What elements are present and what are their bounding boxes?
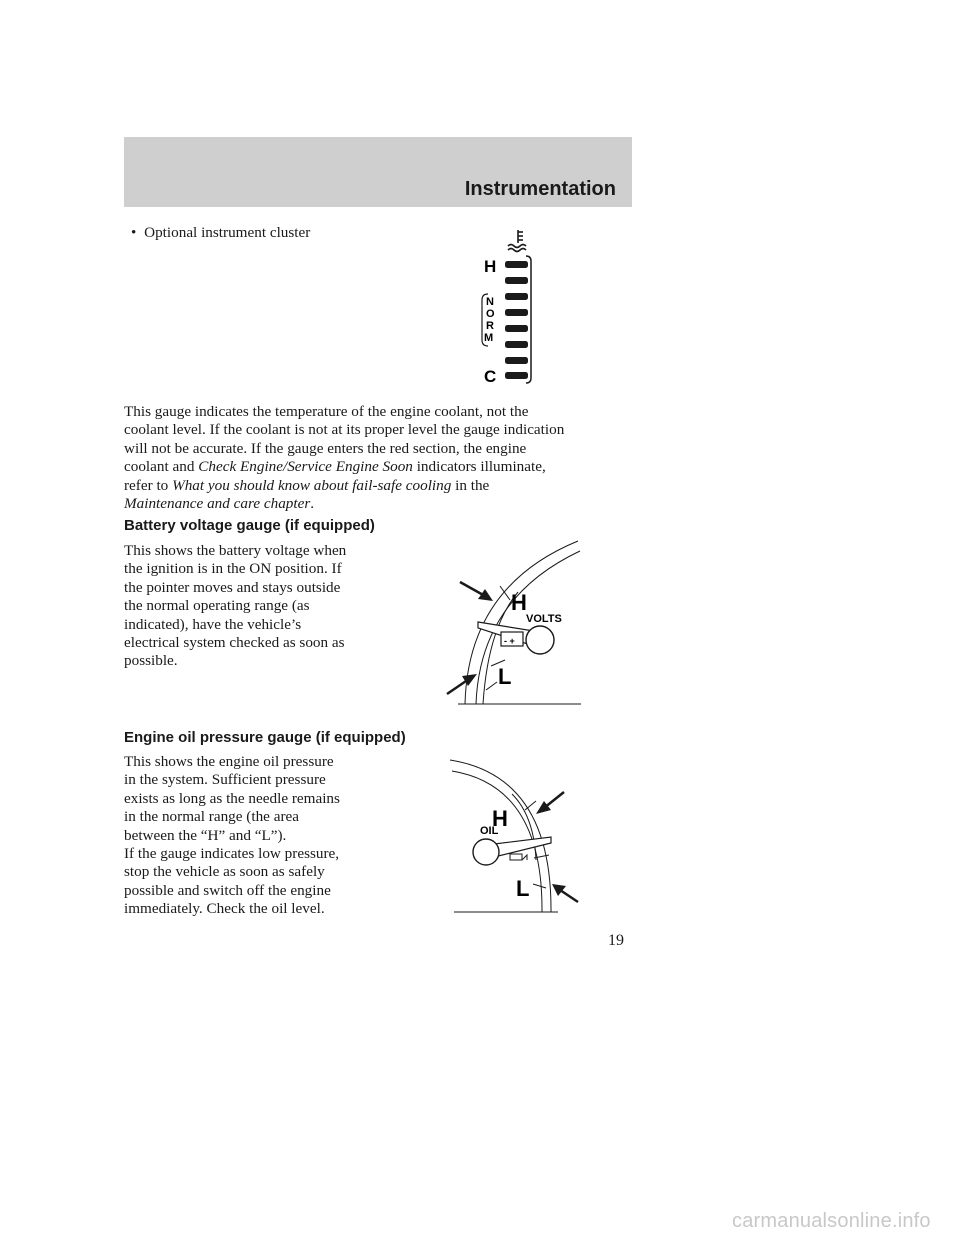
coolant-line-5-text: refer to xyxy=(124,476,173,494)
volts-gauge-name: VOLTS xyxy=(526,613,562,625)
coolant-temperature-icon xyxy=(508,230,526,252)
bullet-text: Optional instrument cluster xyxy=(144,224,311,241)
coolant-line-6-end: . xyxy=(310,495,315,513)
arrow-icon xyxy=(536,792,564,814)
battery-line-6: electrical system checked as soon as xyxy=(124,634,345,652)
coolant-temperature-gauge xyxy=(470,224,550,390)
coolant-h-label: H xyxy=(484,257,497,276)
oil-paragraph-2 xyxy=(124,845,394,919)
oil-p1-line-2: in the system. Sufficient pressure xyxy=(124,771,326,789)
oil-pressure-gauge xyxy=(448,756,596,918)
oil-gauge-name: OIL xyxy=(480,825,499,837)
indicator-name-italic: Check Engine/Service Engine Soon xyxy=(198,458,413,476)
oil-p2-line-3: possible and switch off the engine xyxy=(124,881,331,899)
coolant-norm-n: N xyxy=(486,296,494,308)
battery-line-7: possible. xyxy=(124,652,178,670)
arrow-icon xyxy=(447,674,477,694)
coolant-line-1: This gauge indicates the temperature of the engine coolant, not the xyxy=(124,403,529,420)
battery-line-3: the pointer moves and stays outside xyxy=(124,578,341,596)
oil-can-icon xyxy=(510,854,527,860)
battery-line-4: the normal operating range (as xyxy=(124,597,310,615)
oil-p2-line-4: immediately. Check the oil level. xyxy=(124,900,325,918)
coolant-line-6 xyxy=(124,495,644,513)
oil-h-label: H xyxy=(492,806,508,831)
coolant-line-5-end: in the xyxy=(451,476,490,494)
cross-reference-italic: What you should know about fail-safe cooling xyxy=(172,476,452,494)
oil-p2-line-1: If the gauge indicates low pressure, xyxy=(124,845,340,862)
oil-gauge-needle xyxy=(473,837,551,865)
volts-h-label: H xyxy=(511,590,527,615)
oil-p1-line-5: between the “H” and “L”). xyxy=(124,826,287,844)
battery-line-5: indicated), have the vehicle’s xyxy=(124,615,302,633)
section-header-band xyxy=(124,137,632,207)
arrow-icon xyxy=(460,582,493,601)
volts-l-label: L xyxy=(498,664,512,689)
oil-p1-line-3: exists as long as the needle remains xyxy=(124,789,340,807)
battery-line-2: the ignition is in the ON position. If xyxy=(124,560,342,578)
oil-p2-line-2: stop the vehicle as soon as safely xyxy=(124,863,325,881)
battery-icon xyxy=(501,632,523,646)
battery-paragraph xyxy=(124,542,394,671)
coolant-line-4-end: indicators illuminate, xyxy=(412,458,546,476)
coolant-norm-m: M xyxy=(484,332,494,344)
oil-p1-line-4: in the normal range (the area xyxy=(124,808,299,826)
battery-line-1: This shows the battery voltage when xyxy=(124,542,347,559)
watermark-text: carmanualsonline.info xyxy=(732,1210,931,1232)
oil-p1-line-1: This shows the engine oil pressure xyxy=(124,753,334,770)
battery-polarity-symbol: - + xyxy=(504,636,515,646)
coolant-norm-o: O xyxy=(486,308,495,320)
coolant-paragraph xyxy=(124,403,644,513)
battery-gauge-heading: Battery voltage gauge (if equipped) xyxy=(124,517,375,534)
coolant-line-2: coolant level. If the coolant is not at its proper level the gauge indication xyxy=(124,421,565,439)
oil-paragraph-1 xyxy=(124,753,394,845)
coolant-line-4-text: coolant and xyxy=(124,458,199,476)
coolant-line-4 xyxy=(124,458,644,476)
bullet-item xyxy=(131,224,310,242)
arrow-icon xyxy=(552,884,578,902)
chapter-reference-italic: Maintenance and care chapter xyxy=(124,495,311,513)
page-number: 19 xyxy=(608,932,624,949)
coolant-line-5 xyxy=(124,477,644,495)
coolant-c-label: C xyxy=(484,367,497,386)
section-title: Instrumentation xyxy=(464,178,616,200)
oil-gauge-heading: Engine oil pressure gauge (if equipped) xyxy=(124,729,406,746)
coolant-line-3: will not be accurate. If the gauge enters the red section, the engine xyxy=(124,439,527,457)
voltage-gauge xyxy=(440,536,590,710)
coolant-norm-r: R xyxy=(486,320,494,332)
oil-l-label: L xyxy=(516,876,530,901)
bullet-symbol: • xyxy=(131,224,137,241)
